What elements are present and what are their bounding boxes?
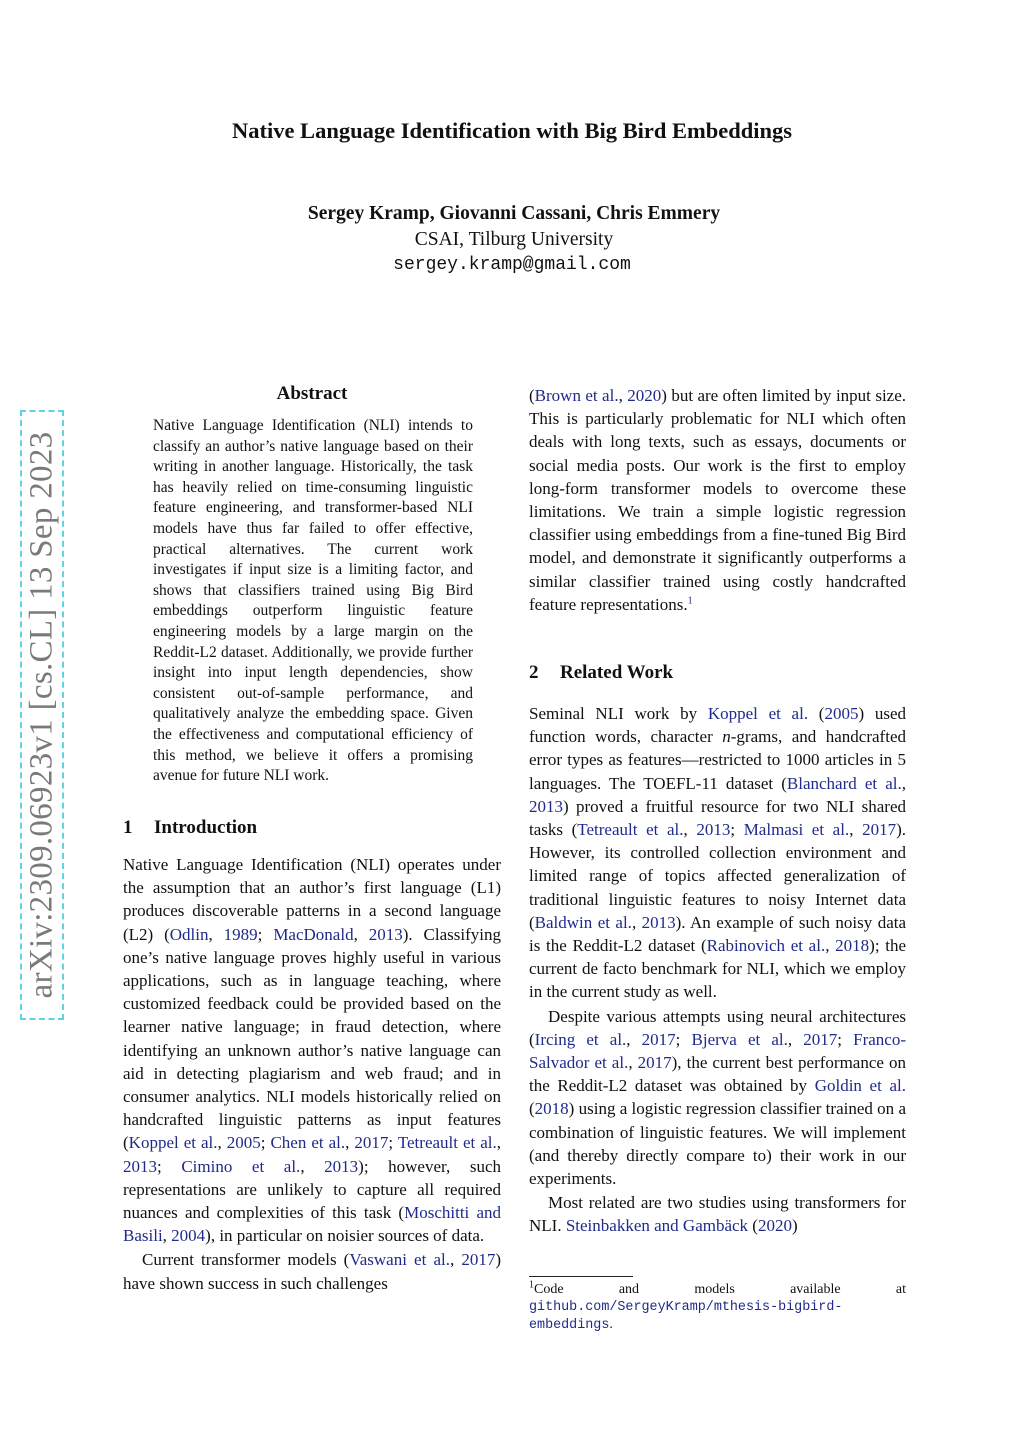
citation-link[interactable]: Baldwin et al. (534, 912, 632, 932)
arxiv-identifier-text: arXiv:2309.06923v1 [cs.CL] 13 Sep 2023 (23, 431, 60, 999)
citation-link[interactable]: Bjerva et al. (691, 1029, 788, 1049)
citation-link[interactable]: 2018 (835, 936, 870, 956)
citation-link[interactable]: Tetreault et al. (577, 820, 684, 840)
citation-link[interactable]: Odlin (169, 924, 209, 944)
citation-link[interactable]: 2013 (368, 924, 403, 944)
footnote: $^1$Code and models available at github.com/SergeyKramp/mthesis-bigbird-embeddings. (529, 1279, 906, 1333)
citation-link[interactable]: 2005 (824, 704, 859, 723)
citation-link[interactable]: Brown et al. (534, 386, 619, 405)
author-email: sergey.kramp@gmail.com (393, 255, 631, 275)
math-variable: n (722, 727, 731, 747)
citation-link[interactable]: 2020 (757, 1216, 792, 1236)
citation-link[interactable]: Moschitti and Basili (123, 1203, 502, 1246)
paragraph: (Brown et al., 2020) but are often limited by input size. This is particularly problematic for NLI which often deals with long texts, such as essays, documents or social media posts. Our work is the first to employ long-form transformer models to overcome these limitations. We train a simple logistic regression classifier using embeddings from a fine-tuned Big Bird model, and demonstrate it significantly outperforms a similar classifier trained using costly handcrafted feature representations.$^1$ (529, 386, 907, 614)
related-work-body (529, 702, 906, 1238)
author-affiliation: CSAI, Tilburg University (414, 229, 614, 250)
citation-link[interactable]: 2013 (529, 796, 563, 816)
citation-link[interactable]: 2013 (696, 820, 731, 840)
citation-link[interactable]: Goldin et al. (814, 1076, 906, 1096)
section-heading-related-work (529, 662, 673, 684)
citation-link[interactable]: Tetreault et al. (397, 1133, 497, 1153)
paragraph: Native Language Identification (NLI) operates under the assumption that an author’s first language (L1) produces discoverable patterns in a second language (L2) (Odlin, 1989; MacDonald, 2013). Classifying one’s native language proves highly useful in various applications, such as in language teaching, where customized feedback could be provided based on the learner native language; in fraud detection, where identifying an unknown author’s native language can aid in detecting plagiarism and web fraud; and in consumer analytics. NLI models historically relied on handcrafted linguistic patterns as input features (Koppel et al., 2005; Chen et al., 2017; Tetreault et al., 2013; Cimino et al., 2013); however, such representations are unlikely to capture all required nuances and complexities of this task (Moschitti and Basili, 2004), in particular on noisier sources of data. (123, 855, 502, 1246)
arxiv-identifier-stamp (20, 410, 64, 1020)
paragraph: Seminal NLI work by Koppel et al. (2005) used function words, character n-grams, and handcrafted error types as features—restricted to 1000 articles in 5 languages. The TOEFL-11 dataset (Blanchard et al., 2013) proved a fruitful resource for two NLI shared tasks (Tetreault et al., 2013; Malmasi et al., 2017). However, its controlled collection environment and limited range of topics affected generalization of traditional linguistic features to noisy Internet data (Baldwin et al., 2013). An example of such noisy data is the Reddit-L2 dataset (Rabinovich et al., 2018); the current de facto benchmark for NLI, which we employ in the current study as well. (529, 704, 907, 1002)
citation-link[interactable]: 1989 (223, 924, 258, 944)
section-number: 1 (123, 817, 133, 838)
citation-link[interactable]: Chen et al. (270, 1133, 346, 1153)
citation-link[interactable]: 2013 (641, 912, 676, 932)
section-heading-introduction (123, 817, 257, 839)
citation-link[interactable]: 2017 (862, 820, 897, 840)
paper-title: Native Language Identification with Big Bird Embeddings (231, 118, 793, 143)
paragraph: Despite various attempts using neural architectures (Ircing et al., 2017; Bjerva et al., 2017; Franco-Salvador et al., 2017), the current best performance on the Reddit-L2 dataset was obtained by Goldin et al. (2018) using a logistic regression classifier trained on a combination of linguistic features. We will implement (and thereby directly compare to) their work in our experiments. (529, 1006, 907, 1189)
citation-link[interactable]: Malmasi et al. (743, 820, 850, 840)
citation-link[interactable]: 2013 (324, 1156, 359, 1176)
citation-link[interactable]: Koppel et al. (128, 1133, 218, 1153)
citation-link[interactable]: Cimino et al. (181, 1156, 301, 1176)
citation-link[interactable]: Franco-Salvador et al. (529, 1029, 906, 1073)
section-title: Related Work (560, 662, 674, 683)
citation-link[interactable]: Vaswani et al. (349, 1250, 450, 1270)
footnote-number: 1 (529, 1279, 534, 1291)
citation-link[interactable]: 2017 (641, 1029, 676, 1049)
introduction-continued (529, 384, 906, 616)
footnote-divider (529, 1276, 633, 1277)
citation-link[interactable]: 2004 (171, 1226, 206, 1246)
citation-link[interactable]: Rabinovich et al. (706, 936, 826, 956)
citation-link[interactable]: 2020 (627, 386, 662, 405)
footnote-marker[interactable]: 1 (687, 595, 693, 607)
author-list: Sergey Kramp, Giovanni Cassani, Chris Emmery (307, 203, 721, 224)
section-number: 2 (529, 662, 539, 683)
citation-link[interactable]: MacDonald (273, 924, 354, 944)
paragraph: Current transformer models (Vaswani et al., 2017) have shown success in such challenges (123, 1250, 502, 1293)
citation-link[interactable]: 2017 (803, 1029, 838, 1049)
abstract-text: Native Language Identification (NLI) intends to classify an author’s native language based on their writing in another language. Historically, the task has heavily relied on time-consuming linguistic feature engineering, and transformer-based NLI models have thus far failed to offer effective, practical alternatives. The current work investigates if input size is a limiting factor, and shows that classifiers trained using Big Bird embeddings outperform linguistic feature engineering models by a large margin on the Reddit-L2 dataset. Additionally, we provide further insight into input length dependencies, show consistent out-of-sample performance, and qualitatively analyze the embedding space. Given the effectiveness and computational efficiency of this method, we believe it offers a promising avenue for future NLI work. (153, 417, 473, 785)
citation-link[interactable]: Steinbakken and Gambäck (565, 1216, 749, 1236)
citation-link[interactable]: 2017 (461, 1250, 496, 1270)
paragraph: Most related are two studies using transformers for NLI. Steinbakken and Gambäck (2020) (529, 1193, 906, 1236)
citation-link[interactable]: Koppel et al. (707, 704, 809, 723)
citation-link[interactable]: 2017 (354, 1133, 389, 1153)
repository-link[interactable]: github.com/SergeyKramp/mthesis-bigbird-embeddings (529, 1300, 843, 1333)
citation-link[interactable]: 2005 (226, 1133, 261, 1153)
citation-link[interactable]: 2017 (637, 1053, 672, 1073)
section-title: Introduction (154, 817, 258, 838)
citation-link[interactable]: Ircing et al. (534, 1029, 627, 1049)
citation-link[interactable]: 2018 (534, 1099, 569, 1119)
citation-link[interactable]: Blanchard et al. (786, 773, 902, 793)
introduction-body (123, 853, 501, 1295)
citation-link[interactable]: 2013 (123, 1156, 157, 1176)
abstract-heading: Abstract (276, 383, 348, 404)
